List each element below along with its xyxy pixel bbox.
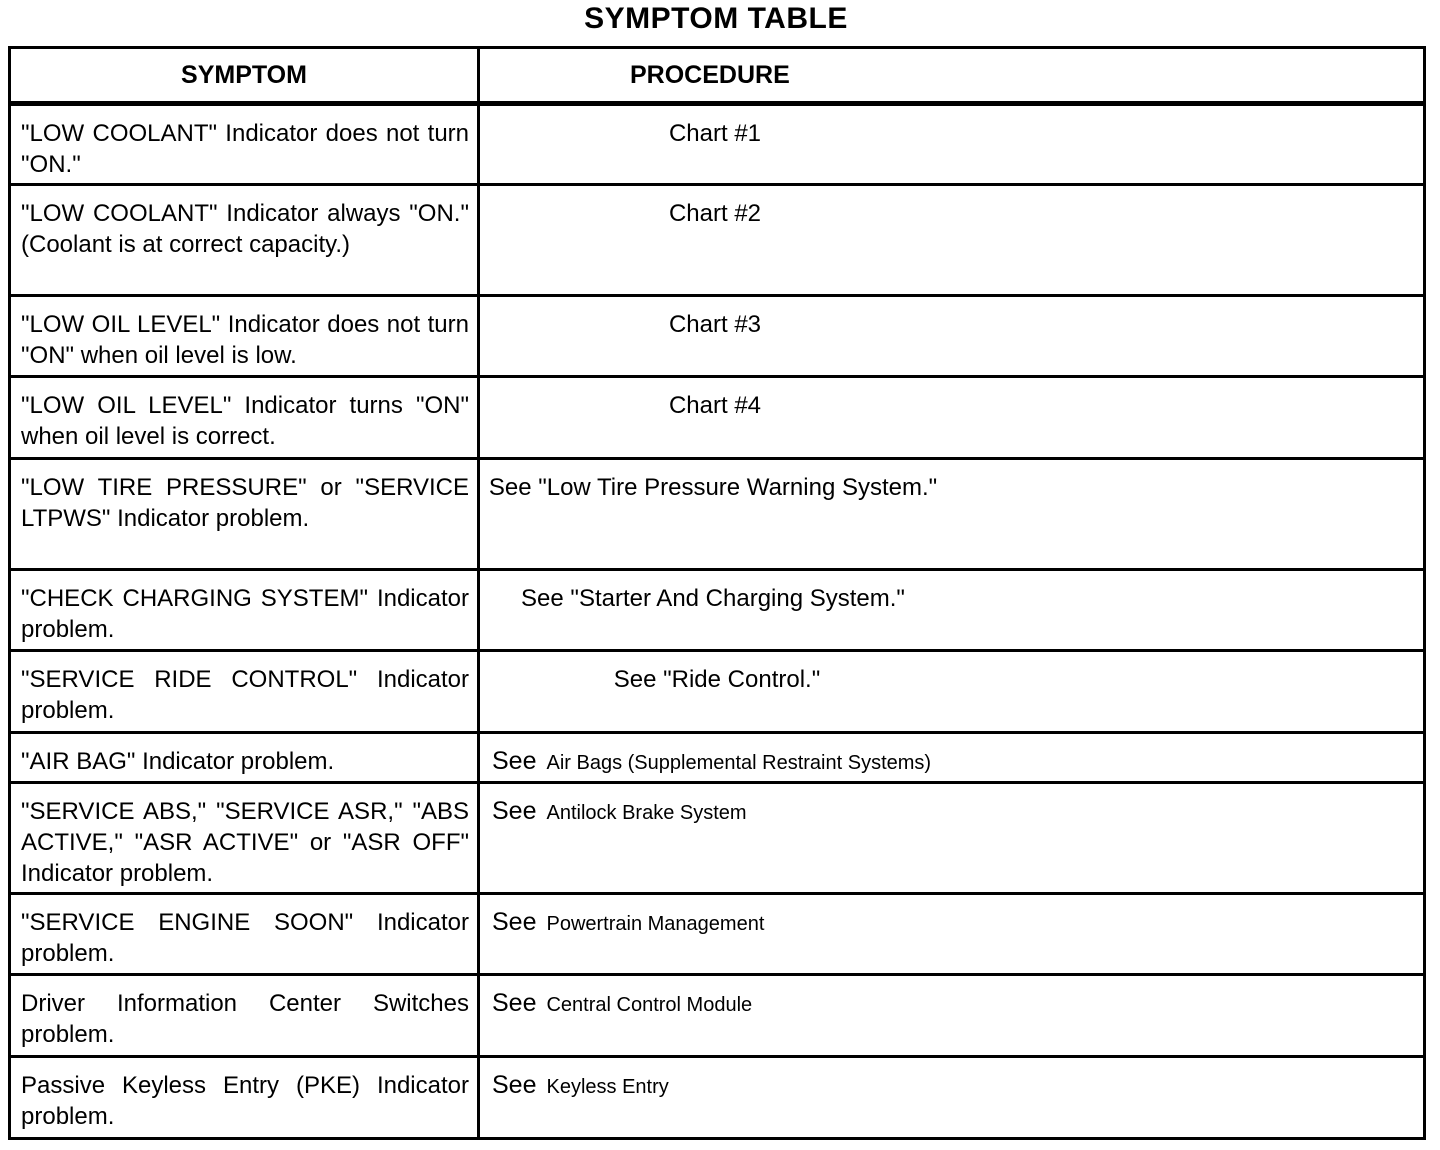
symptom-table <box>8 46 1426 1140</box>
symptom-cell: Driver Information Center Switches problem. <box>10 975 479 1057</box>
symptom-cell: "SERVICE RIDE CONTROL" Indicator problem. <box>10 651 479 733</box>
procedure-reference: Antilock Brake System <box>546 802 747 824</box>
procedure-text: Chart #3 <box>668 311 762 338</box>
symptom-cell: "LOW OIL LEVEL" Indicator turns "ON" when oil level is correct. <box>10 377 479 459</box>
table-row <box>10 1057 1425 1139</box>
symptom-cell: "LOW COOLANT" Indicator always "ON." (Coolant is at correct capacity.) <box>10 185 479 296</box>
procedure-cell <box>479 733 1425 783</box>
procedure-cell <box>479 296 1425 377</box>
header-symptom: SYMPTOM <box>10 48 479 104</box>
procedure-cell <box>479 651 1425 733</box>
procedure-cell <box>479 783 1425 894</box>
table-row <box>10 185 1425 296</box>
procedure-cell <box>479 104 1425 185</box>
procedure-reference: Central Control Module <box>546 994 753 1016</box>
procedure-reference: Keyless Entry <box>546 1076 669 1098</box>
procedure-reference: Air Bags (Supplemental Restraint Systems) <box>546 752 932 774</box>
table-row <box>10 377 1425 459</box>
symptom-cell: "LOW OIL LEVEL" Indicator does not turn "ON" when oil level is low. <box>10 296 479 377</box>
procedure-cell <box>479 1057 1425 1139</box>
procedure-text: Chart #2 <box>668 200 762 227</box>
procedure-cell <box>479 975 1425 1057</box>
symptom-cell: "AIR BAG" Indicator problem. <box>10 733 479 783</box>
table-row <box>10 975 1425 1057</box>
see-label: See <box>492 1071 537 1099</box>
see-label: See <box>492 989 537 1017</box>
symptom-cell: "LOW COOLANT" Indicator does not turn "ON." <box>10 104 479 185</box>
symptom-cell: "LOW TIRE PRESSURE" or "SERVICE LTPWS" Indicator problem. <box>10 459 479 570</box>
see-label: See <box>492 908 537 936</box>
page-title: SYMPTOM TABLE <box>584 2 848 35</box>
procedure-cell <box>479 377 1425 459</box>
procedure-text: See "Starter And Charging System." <box>521 585 905 612</box>
procedure-cell <box>479 894 1425 975</box>
table-row <box>10 296 1425 377</box>
symptom-cell: Passive Keyless Entry (PKE) Indicator problem. <box>10 1057 479 1139</box>
symptom-cell: "CHECK CHARGING SYSTEM" Indicator problem. <box>10 570 479 651</box>
symptom-cell: "SERVICE ENGINE SOON" Indicator problem. <box>10 894 479 975</box>
see-label: See <box>492 747 537 775</box>
table-header-row <box>10 48 1425 104</box>
procedure-text: See "Ride Control." <box>613 666 821 693</box>
see-label: See <box>492 797 537 825</box>
procedure-text: See "Low Tire Pressure Warning System." <box>488 474 938 501</box>
procedure-cell <box>479 459 1425 570</box>
symptom-cell: "SERVICE ABS," "SERVICE ASR," "ABS ACTIVE," "ASR ACTIVE" or "ASR OFF" Indicator problem. <box>10 783 479 894</box>
procedure-reference: Powertrain Management <box>546 913 765 935</box>
header-procedure: PROCEDURE <box>479 48 1425 104</box>
table-row <box>10 570 1425 651</box>
procedure-cell <box>479 570 1425 651</box>
table-row <box>10 783 1425 894</box>
table-row <box>10 459 1425 570</box>
table-row <box>10 104 1425 185</box>
procedure-text: Chart #4 <box>668 392 762 419</box>
table-row <box>10 733 1425 783</box>
table-row <box>10 894 1425 975</box>
procedure-text: Chart #1 <box>668 120 762 147</box>
table-row <box>10 651 1425 733</box>
procedure-cell <box>479 185 1425 296</box>
